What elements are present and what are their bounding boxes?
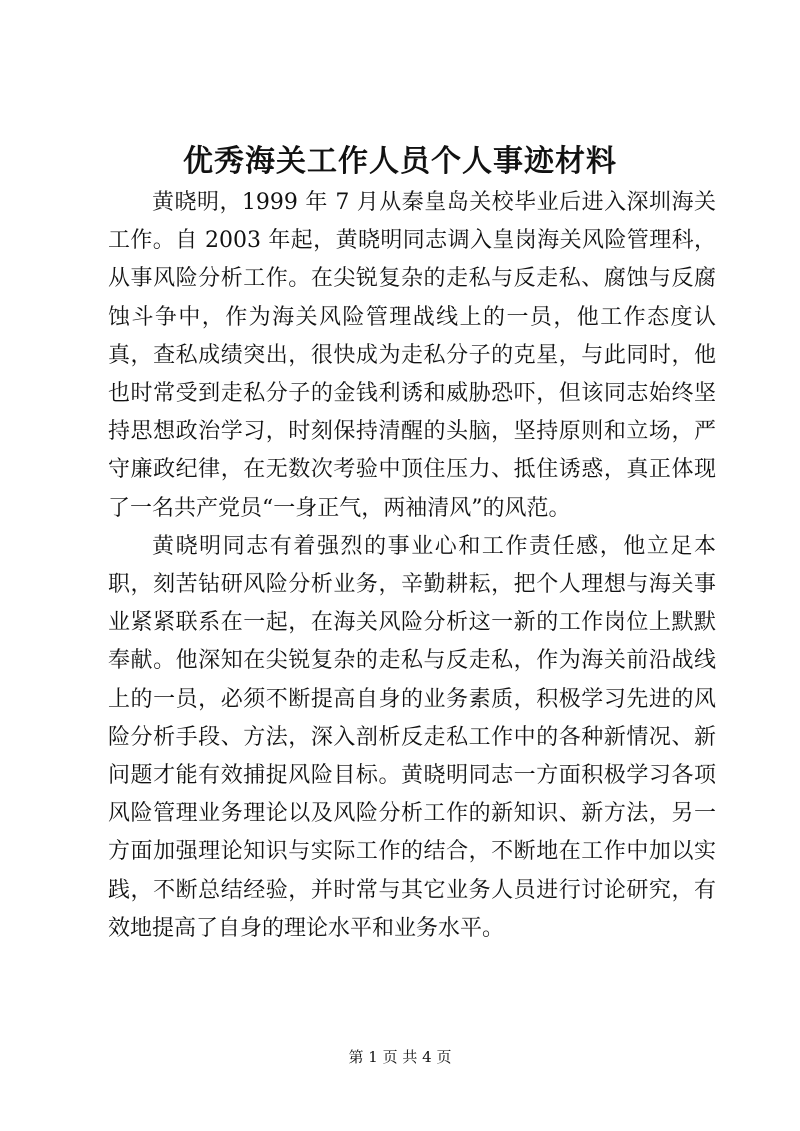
page-footer: 第 1 页 共 4 页 <box>348 1048 452 1066</box>
document-body <box>108 184 716 948</box>
paragraph-1: 黄晓明，1999 年 7 月从秦皇岛关校毕业后进入深圳海关工作。自 2003 年起，黄晓明同志调入皇岗海关风险管理科，从事风险分析工作。在尖锐复杂的走私与反走私、腐蚀与反腐蚀斗争中，作为海关风险管理战线上的一员，他工作态度认真，查私成绩突出，很快成为走私分子的克星，与此同时，他也时常受到走私分子的金钱利诱和威胁恐吓，但该同志始终坚持思想政治学习，时刻保持清醒的头脑，坚持原则和立场，严守廉政纪律，在无数次考验中顶住压力、抵住诱惑，真正体现了一名共产党员“一身正气，两袖清风”的风范。 <box>108 190 716 521</box>
paragraph-2: 黄晓明同志有着强烈的事业心和工作责任感，他立足本职，刻苦钻研风险分析业务，辛勤耕耘，把个人理想与海关事业紧紧联系在一起，在海关风险分析这一新的工作岗位上默默奉献。他深知在尖锐复杂的走私与反走私，作为海关前沿战线上的一员，必须不断提高自身的业务素质，积极学习先进的风险分析手段、方法，深入剖析反走私工作中的各种新情况、新问题才能有效捕捉风险目标。黄晓明同志一方面积极学习各项风险管理业务理论以及风险分析工作的新知识、新方法，另一方面加强理论知识与实际工作的结合，不断地在工作中加以实践，不断总结经验，并时常与其它业务人员进行讨论研究，有效地提高了自身的理论水平和业务水平。 <box>108 533 716 941</box>
document-title: 优秀海关工作人员个人事迹材料 <box>183 144 617 179</box>
